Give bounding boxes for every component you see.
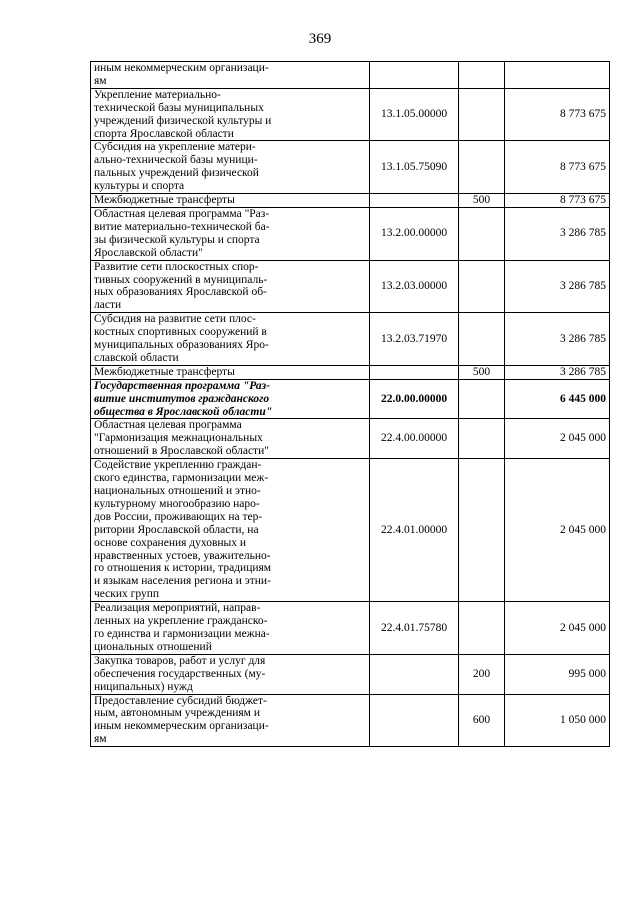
row-expense-type: 500 (459, 194, 505, 208)
table-row (91, 88, 610, 141)
row-amount: 2 045 000 (505, 602, 610, 655)
row-amount: 8 773 675 (505, 88, 610, 141)
row-name-line: ным, автономным учреждениям и (94, 707, 260, 720)
row-name-line: ально-технической базы муници- (94, 154, 258, 167)
row-name-line: Межбюджетные трансферты (94, 194, 235, 207)
row-amount: 8 773 675 (505, 141, 610, 194)
table-row (91, 694, 610, 747)
row-name-line: костных спортивных сооружений в (94, 326, 267, 339)
row-name-line: ласти (94, 299, 122, 312)
row-name-line: тивных сооружений в муниципаль- (94, 273, 268, 286)
row-name-line: нравственных устоев, уважительно- (94, 549, 271, 562)
row-amount: 8 773 675 (505, 194, 610, 208)
row-code: 22.4.01.00000 (370, 459, 459, 602)
row-code: 22.0.00.00000 (370, 379, 459, 419)
row-code: 22.4.01.75780 (370, 602, 459, 655)
row-name-line: обеспечения государственных (му- (94, 667, 266, 680)
row-name (91, 654, 370, 694)
row-amount (505, 62, 610, 89)
table-row (91, 313, 610, 366)
row-amount: 2 045 000 (505, 459, 610, 602)
row-name-line: Содействие укреплению граждан- (94, 459, 262, 472)
row-name-line: ленных на укрепление гражданско- (94, 615, 268, 628)
row-name-line: го отношения к истории, традициям (94, 562, 272, 575)
row-expense-type (459, 419, 505, 459)
row-name-line: ческих групп (94, 588, 160, 601)
row-expense-type: 600 (459, 694, 505, 747)
row-name-line: общества в Ярославской области" (94, 405, 273, 418)
row-expense-type (459, 88, 505, 141)
row-name (91, 365, 370, 379)
row-name-line: культуры и спорта (94, 180, 185, 193)
row-name-line: национальных отношений и этно- (94, 485, 261, 497)
row-name-line: Развитие сети плоскостных спор- (94, 260, 259, 273)
row-name (91, 419, 370, 459)
row-name-line: зы физической культуры и спорта (94, 233, 260, 246)
row-name (91, 602, 370, 655)
page-number: 369 (308, 31, 332, 47)
row-name (91, 260, 370, 313)
row-name-line: ского единства, гармонизации меж- (94, 472, 269, 485)
row-name-line: Межбюджетные трансферты (94, 365, 235, 378)
row-name-line: иным некоммерческим организаци- (94, 720, 269, 733)
table-row (91, 379, 610, 419)
row-amount: 995 000 (505, 654, 610, 694)
budget-table-body (91, 62, 610, 747)
row-code: 13.1.05.75090 (370, 141, 459, 194)
row-name-line: ям (94, 74, 107, 87)
row-expense-type (459, 313, 505, 366)
row-name (91, 207, 370, 260)
table-row (91, 602, 610, 655)
row-amount: 1 050 000 (505, 694, 610, 747)
row-name-line: культурному многообразию наро- (94, 497, 260, 510)
row-name-line: Укрепление материально- (94, 88, 221, 101)
row-name-line: иным некоммерческим организаци- (94, 62, 269, 74)
row-name-line: ритории Ярославской области, на (94, 523, 259, 536)
row-name-line: ных образованиях Ярославской об- (94, 286, 267, 299)
table-row (91, 365, 610, 379)
row-code: 13.2.03.71970 (370, 313, 459, 366)
row-name-line: учреждений физической культуры и (94, 114, 272, 127)
row-amount: 3 286 785 (505, 313, 610, 366)
row-name (91, 194, 370, 208)
row-name-line: Реализация мероприятий, направ- (94, 602, 261, 615)
row-name-line: Закупка товаров, работ и услуг для (94, 654, 266, 667)
table-row (91, 62, 610, 89)
row-name-line: пальных учреждений физической (94, 167, 259, 180)
row-name-line: го единства и гармонизации межна- (94, 627, 270, 640)
row-name-line: муниципальных образованиях Яро- (94, 339, 269, 352)
row-code (370, 654, 459, 694)
row-name-line: технической базы муниципальных (94, 101, 264, 114)
row-amount: 3 286 785 (505, 260, 610, 313)
row-name-line: основе сохранения духовных и (94, 536, 247, 549)
row-name-line: Государственная программа "Раз- (94, 379, 270, 392)
row-expense-type (459, 141, 505, 194)
row-name (91, 313, 370, 366)
budget-table (90, 61, 610, 747)
row-name-line: отношений в Ярославской области" (94, 445, 269, 458)
row-code: 13.1.05.00000 (370, 88, 459, 141)
row-name (91, 88, 370, 141)
row-name-line: "Гармонизация межнациональных (94, 432, 263, 445)
row-name-line: витие институтов гражданского (94, 392, 270, 405)
table-row (91, 194, 610, 208)
row-expense-type (459, 459, 505, 602)
row-amount: 3 286 785 (505, 207, 610, 260)
row-name (91, 62, 370, 89)
row-code: 13.2.03.00000 (370, 260, 459, 313)
row-name-line: циональных отношений (94, 640, 212, 653)
row-name-line: витие материально-технической ба- (94, 220, 270, 233)
row-expense-type (459, 260, 505, 313)
row-expense-type (459, 62, 505, 89)
row-name-line: славской области (94, 351, 179, 364)
row-name-line: ям (94, 733, 107, 746)
row-expense-type (459, 379, 505, 419)
row-amount: 3 286 785 (505, 365, 610, 379)
row-expense-type: 200 (459, 654, 505, 694)
row-name-line: и языкам населения региона и этни- (94, 575, 271, 588)
row-code: 22.4.00.00000 (370, 419, 459, 459)
row-code: 13.2.00.00000 (370, 207, 459, 260)
row-name-line: ниципальных) нужд (94, 680, 193, 693)
row-name-line: Ярославской области" (94, 246, 203, 259)
row-name (91, 694, 370, 747)
row-code (370, 694, 459, 747)
row-name-line: спорта Ярославской области (94, 127, 234, 140)
table-row (91, 207, 610, 260)
row-name (91, 379, 370, 419)
row-name-line: Областная целевая программа "Раз- (94, 207, 270, 220)
row-name (91, 459, 370, 602)
row-name-line: дов России, проживающих на тер- (94, 510, 263, 523)
row-name (91, 141, 370, 194)
row-name-line: Субсидия на укрепление матери- (94, 141, 256, 154)
row-code (370, 365, 459, 379)
row-name-line: Предоставление субсидий бюджет- (94, 694, 267, 707)
row-amount: 6 445 000 (505, 379, 610, 419)
row-code (370, 194, 459, 208)
row-name-line: Областная целевая программа (94, 419, 242, 432)
row-expense-type (459, 602, 505, 655)
table-row (91, 419, 610, 459)
row-expense-type (459, 207, 505, 260)
table-row (91, 260, 610, 313)
row-expense-type: 500 (459, 365, 505, 379)
row-code (370, 62, 459, 89)
row-name-line: Субсидия на развитие сети плос- (94, 313, 256, 326)
table-row (91, 459, 610, 602)
row-amount: 2 045 000 (505, 419, 610, 459)
table-row (91, 141, 610, 194)
table-row (91, 654, 610, 694)
